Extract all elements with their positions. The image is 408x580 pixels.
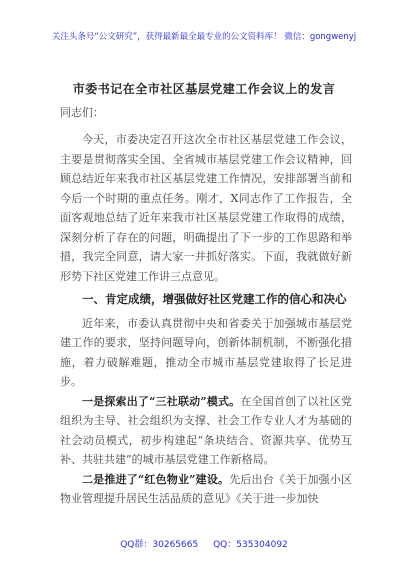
- section-heading: 一、肯定成绩，增强做好社区党建工作的信心和决心: [82, 292, 347, 306]
- footer-qq: QQ：535304092: [213, 540, 288, 550]
- footer-banner: [0, 537, 408, 550]
- point-2-text: 先后出台《关于加强小区物业管理提升居民生活品质的意见》《关于进一步加快: [60, 472, 352, 505]
- document-title: 市委书记在全市社区基层党建工作会议上的发言: [72, 82, 336, 96]
- intro-paragraph: 今天，市委决定召开这次全市社区基层党建工作会议，主要是贯彻落实全国、全省城市基层党建工作会议精神，回顾总结近年来我市社区基层党建工作情况，安排部署当前和今后一个时期的重点任务。刚才，X同志作了工作报告，全面客观地总结了近年来我市社区基层党建工作取得的成绩，深刻分析了存在的问题，明确提出了下一步的工作思路和举措，我完全同意，请大家一并抓好落实。下面，我就做好新形势下社区党建工作讲三点意见。: [60, 133, 352, 283]
- point-1-text: 在全国首创了以社区党组织为主导、社会组织为支撑、社会工作专业人才为基础的社会动员模式，初步构建起“条块结合、资源共享、优势互补、共驻共建”的城市基层党建工作新格局。: [60, 394, 353, 466]
- footer-qq-group: QQ群：30265665: [120, 540, 199, 550]
- salutation: 同志们：: [60, 106, 104, 119]
- document-body: [60, 130, 352, 509]
- point-paragraph-1: [60, 392, 352, 470]
- point-paragraph-2: [60, 470, 352, 509]
- section-paragraph: 近年来，市委认真贯彻中央和省委关于加强城市基层党建工作的要求，坚持问题导向，创新体制机制，不断强化措施，着力破解难题，推动全市城市基层党建取得了长足进步。: [60, 316, 352, 388]
- header-banner: 关注头条号“公文研究”，获得最新最全最专业的公文资料库！ 微信：gongwenyj: [51, 32, 357, 42]
- point-2-lead: 二是推进了“红色物业”建设。: [82, 472, 230, 486]
- point-1-lead: 一是探索出了“三社联动”模式。: [82, 394, 241, 408]
